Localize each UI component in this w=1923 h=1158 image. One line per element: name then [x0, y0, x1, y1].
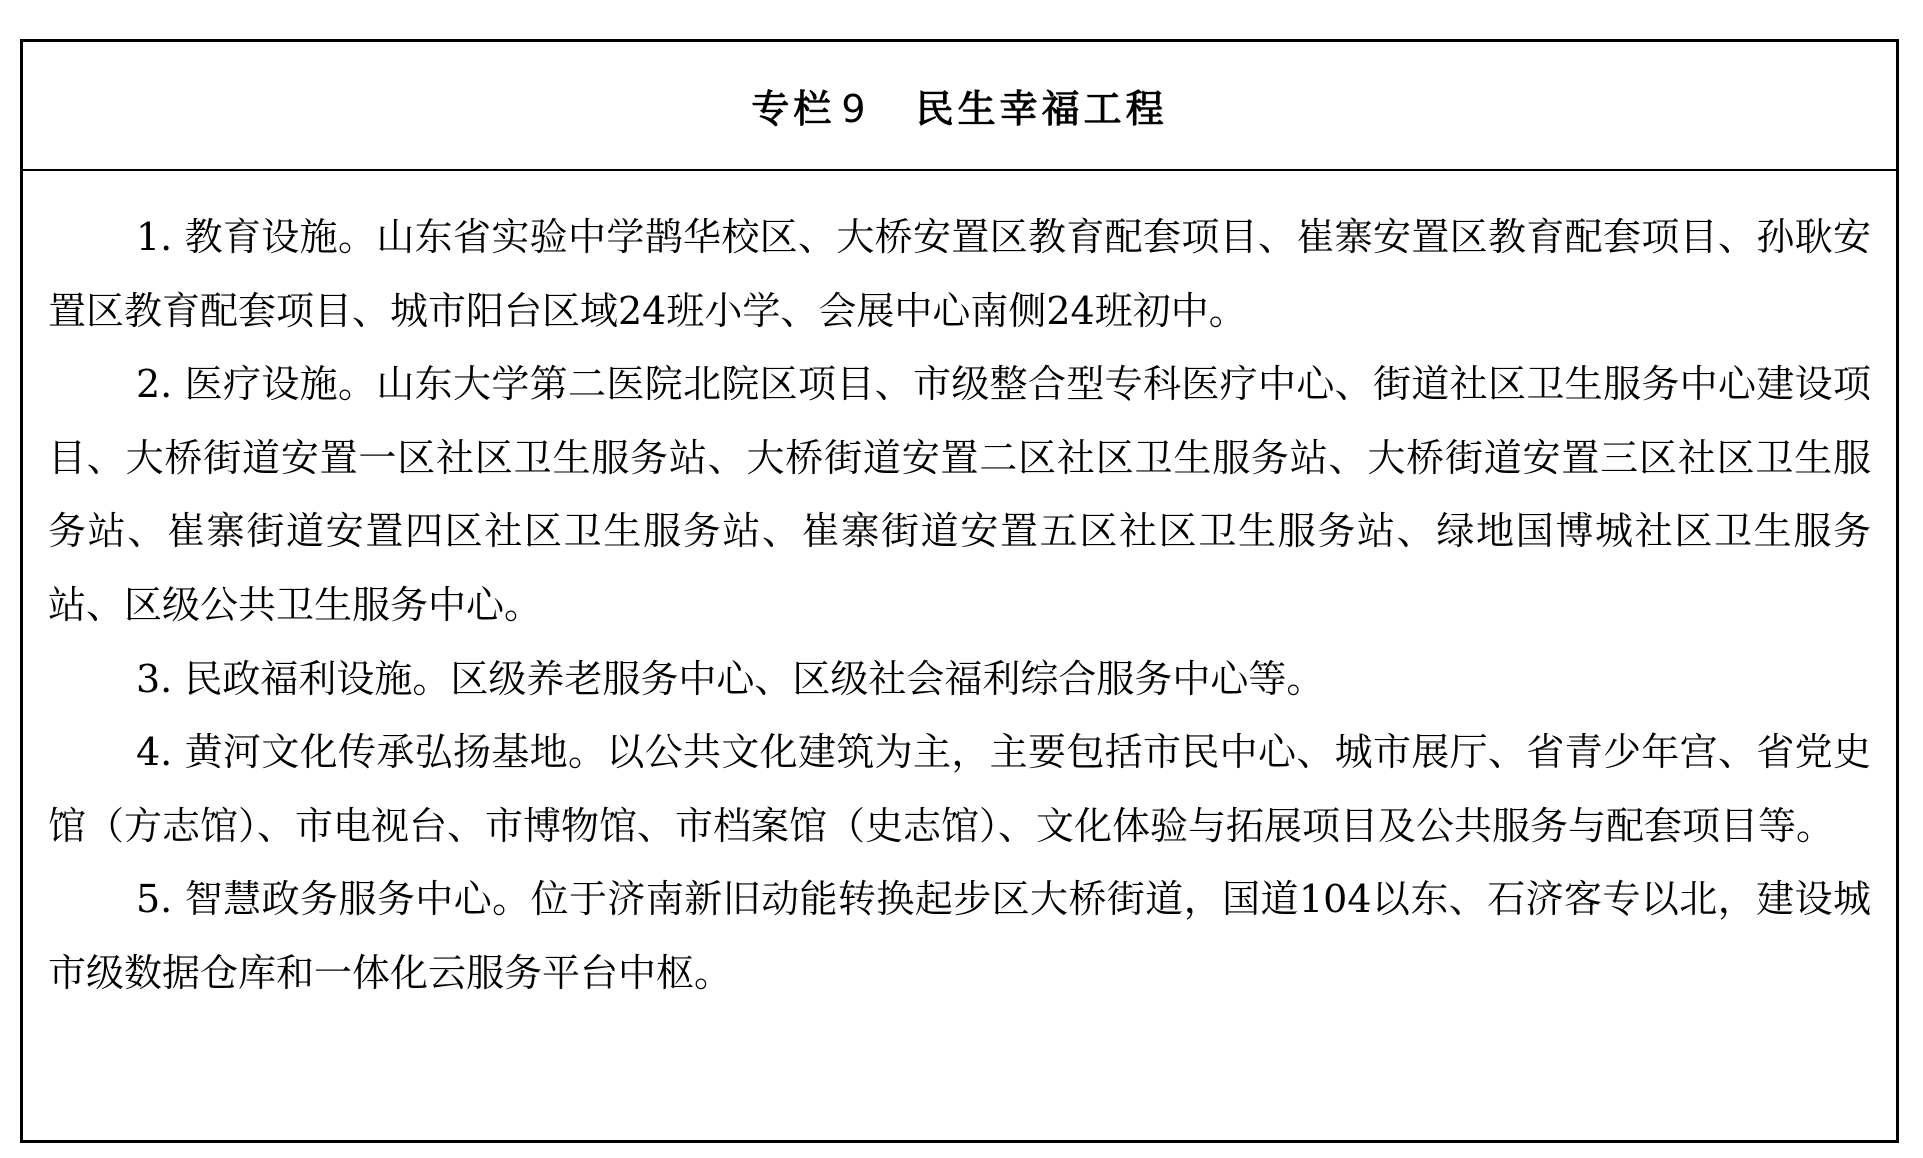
item-smart-government: 5. 智慧政务服务中心。位于济南新旧动能转换起步区大桥街道，国道104以东、石济客专以北，建设城市级数据仓库和一体化云服务平台中枢。: [48, 877, 1871, 995]
column-header: [23, 42, 1896, 171]
item-civil-welfare: 3. 民政福利设施。区级养老服务中心、区级社会福利综合服务中心等。: [136, 656, 1325, 701]
column-number: 9: [841, 87, 870, 131]
item-medical: 2. 医疗设施。山东大学第二医院北院区项目、市级整合型专科医疗中心、街道社区卫生服务中心建设项目、大桥街道安置一区社区卫生服务站、大桥街道安置二区社区卫生服务站、大桥街道安置三区社区卫生服务站、崔寨街道安置四区社区卫生服务站、崔寨街道安置五区社区卫生服务站、绿地国博城社区卫生服务站、区级公共卫生服务中心。: [48, 362, 1871, 627]
item-education: 1. 教育设施。山东省实验中学鹊华校区、大桥安置区教育配套项目、崔寨安置区教育配套项目、孙耿安置区教育配套项目、城市阳台区域24班小学、会展中心南侧24班初中。: [48, 215, 1871, 333]
item-yellow-river-culture: 4. 黄河文化传承弘扬基地。以公共文化建筑为主，主要包括市民中心、城市展厅、省青少年宫、省党史馆（方志馆）、市电视台、市博物馆、市档案馆（史志馆）、文化体验与拓展项目及公共服务与配套项目等。: [48, 730, 1871, 848]
column-title: [751, 78, 1167, 133]
column-body: [23, 171, 1896, 1011]
column-label: 专栏: [751, 87, 836, 131]
column-title-text: 民生幸福工程: [915, 87, 1168, 131]
column-box: [20, 39, 1899, 1143]
